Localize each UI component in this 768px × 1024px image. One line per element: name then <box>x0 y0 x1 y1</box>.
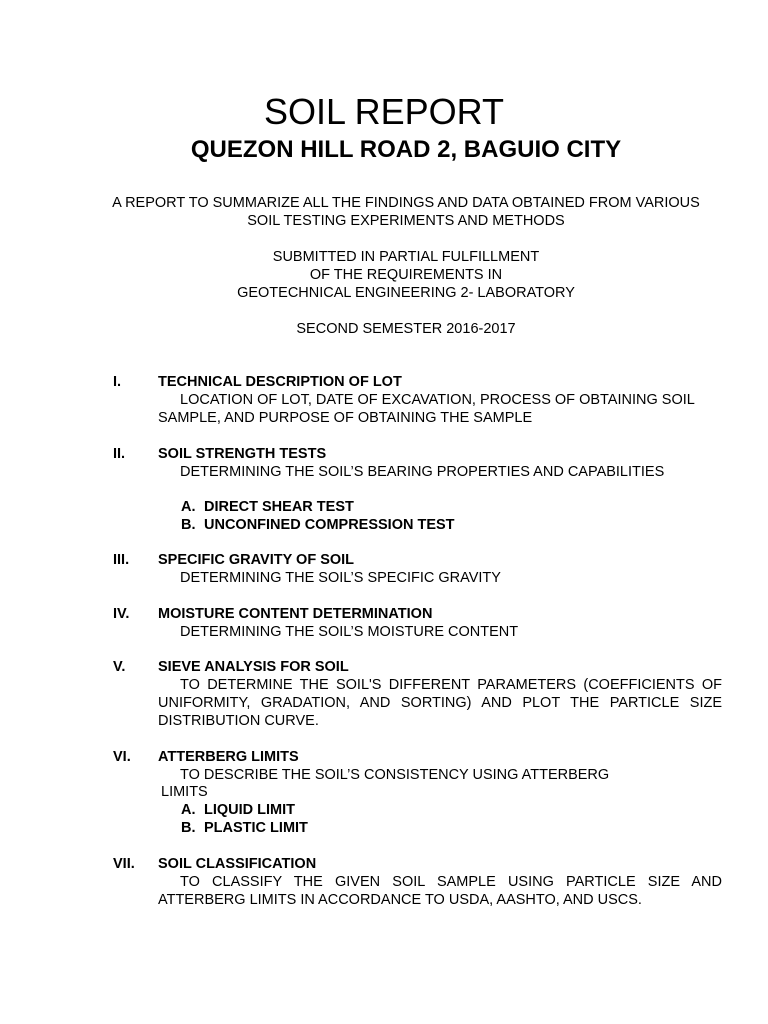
sub-item <box>181 498 354 516</box>
section-description: TO CLASSIFY THE GIVEN SOIL SAMPLE USING PARTICLE SIZE AND ATTERBERG LIMITS IN ACCORDANCE TO USDA, AASHTO, AND USCS. <box>158 874 722 908</box>
section-numeral: V. <box>113 659 126 675</box>
section-numeral: I. <box>113 374 122 390</box>
section-numeral: IV. <box>113 606 130 622</box>
section-heading: TECHNICAL DESCRIPTION OF LOT <box>158 374 402 390</box>
report-location: QUEZON HILL ROAD 2, BAGUIO CITY <box>190 136 622 163</box>
sub-item <box>181 819 308 837</box>
section-heading: SPECIFIC GRAVITY OF SOIL <box>158 552 355 568</box>
section-numeral: III. <box>113 552 130 568</box>
sub-item-label: DIRECT SHEAR TEST <box>204 499 354 515</box>
sub-item <box>181 801 295 819</box>
sub-item <box>181 516 455 534</box>
section-description: DETERMINING THE SOIL’S MOISTURE CONTENT <box>180 624 519 640</box>
section-numeral: II. <box>113 446 126 462</box>
section-description: TO DESCRIBE THE SOIL’S CONSISTENCY USING ATTERBERG <box>180 767 610 783</box>
section-heading: SOIL CLASSIFICATION <box>158 856 317 872</box>
section-heading: ATTERBERG LIMITS <box>158 749 299 765</box>
section-description: DETERMINING THE SOIL’S SPECIFIC GRAVITY <box>180 570 501 586</box>
section-heading: MOISTURE CONTENT DETERMINATION <box>158 606 433 622</box>
submission-line-3: GEOTECHNICAL ENGINEERING 2- LABORATORY <box>237 285 575 301</box>
sub-item-letter: B. <box>181 517 196 533</box>
section-numeral: VI. <box>113 749 131 765</box>
semester: SECOND SEMESTER 2016-2017 <box>296 321 516 337</box>
report-title: SOIL REPORT <box>263 91 505 132</box>
section-heading: SIEVE ANALYSIS FOR SOIL <box>158 659 349 675</box>
section-description: LOCATION OF LOT, DATE OF EXCAVATION, PROCESS OF OBTAINING SOIL SAMPLE, AND PURPOSE OF OBTAINING THE SAMPLE <box>158 392 695 426</box>
sub-item-label: UNCONFINED COMPRESSION TEST <box>204 517 455 533</box>
section-description: DETERMINING THE SOIL’S BEARING PROPERTIES AND CAPABILITIES <box>180 464 665 480</box>
section-description-continued: LIMITS <box>161 784 208 800</box>
section-numeral: VII. <box>113 856 135 872</box>
sub-item-label: LIQUID LIMIT <box>204 802 296 818</box>
section-description: TO DETERMINE THE SOIL'S DIFFERENT PARAMETERS (COEFFICIENTS OF UNIFORMITY, GRADATION, AND SORTING) AND PLOT THE PARTICLE SIZE DISTRIBUTION CURVE. <box>158 677 722 729</box>
intro-line-2: SOIL TESTING EXPERIMENTS AND METHODS <box>247 213 565 229</box>
submission-line-1: SUBMITTED IN PARTIAL FULFILLMENT <box>272 249 540 265</box>
sub-item-letter: A. <box>181 499 196 515</box>
intro-line-1: A REPORT TO SUMMARIZE ALL THE FINDINGS AND DATA OBTAINED FROM VARIOUS <box>112 195 700 211</box>
sub-item-letter: A. <box>181 802 196 818</box>
submission-line-2: OF THE REQUIREMENTS IN <box>309 267 503 283</box>
section-heading: SOIL STRENGTH TESTS <box>158 446 327 462</box>
sub-item-letter: B. <box>181 820 196 836</box>
sub-item-label: PLASTIC LIMIT <box>204 820 308 836</box>
